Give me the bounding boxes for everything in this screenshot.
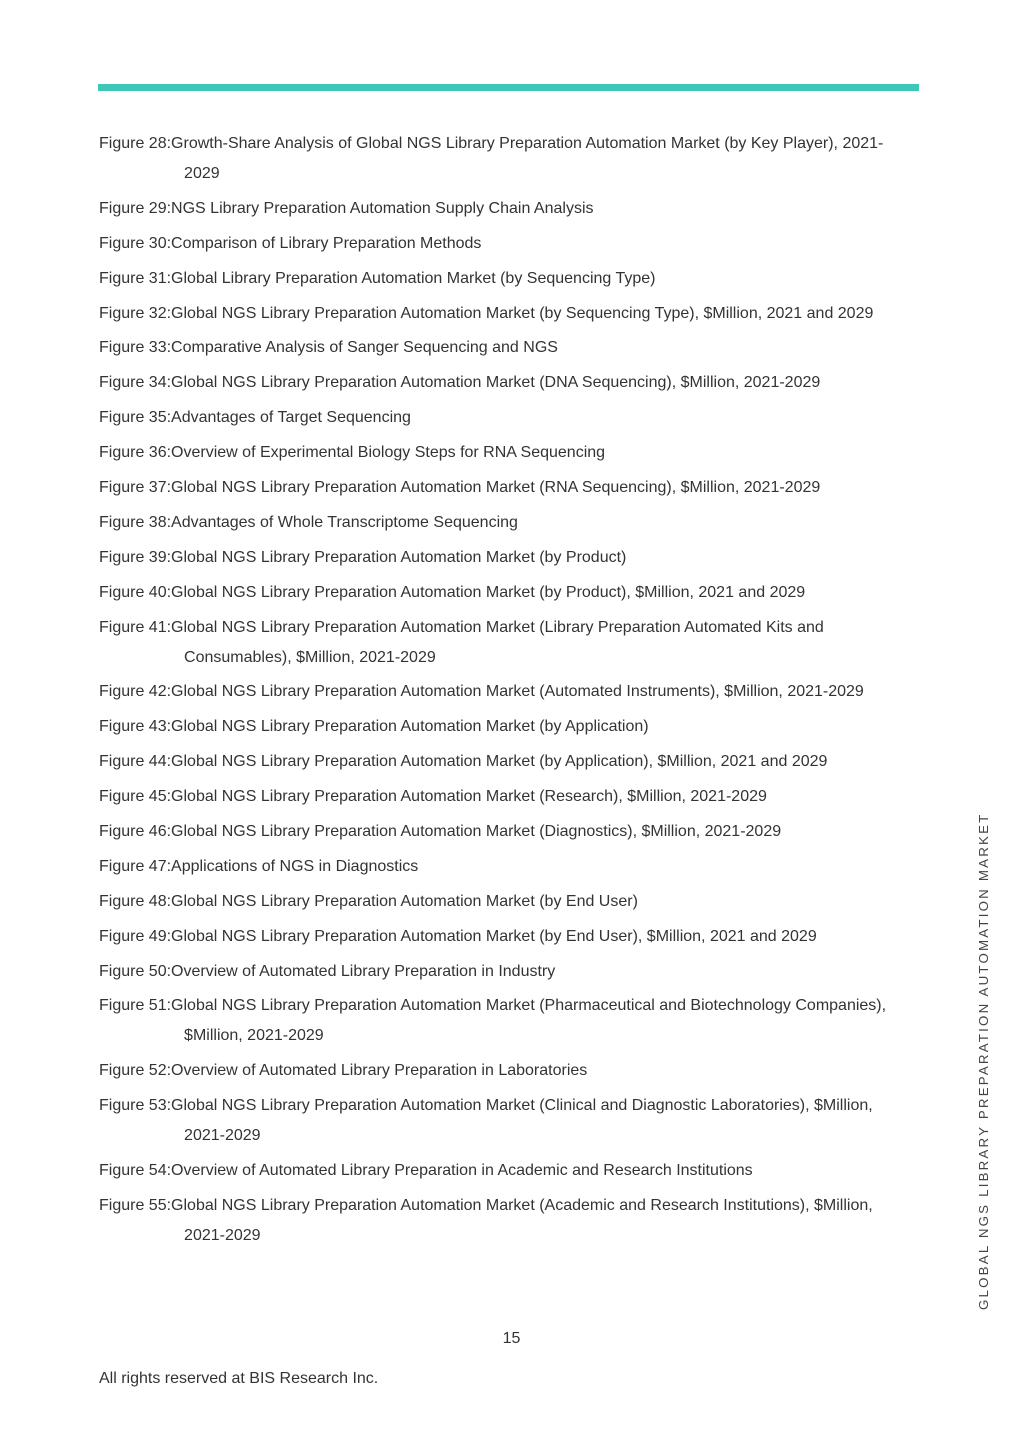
report-side-title: GLOBAL NGS LIBRARY PREPARATION AUTOMATION MARKET <box>976 812 991 1310</box>
figure-title: Global NGS Library Preparation Automation Market (RNA Sequencing), $Million, 2021-2029 <box>171 479 821 497</box>
figure-number: Figure 36: <box>99 444 172 462</box>
figure-list-item <box>99 194 904 224</box>
figure-list-item <box>99 438 904 468</box>
figure-list-item <box>99 922 904 952</box>
figure-list-item <box>99 299 904 329</box>
figure-number: Figure 31: <box>99 269 172 287</box>
figure-title: Global NGS Library Preparation Automation Market (by End User), $Million, 2021 and 2029 <box>171 927 817 945</box>
figure-title: Global NGS Library Preparation Automation Market (by Application) <box>171 718 649 736</box>
figure-title: Global NGS Library Preparation Automation Market (by Sequencing Type), $Million, 2021 and 2029 <box>171 304 874 322</box>
figure-title: Global NGS Library Preparation Automation Market (Diagnostics), $Million, 2021-2029 <box>171 823 782 841</box>
figure-list-item <box>99 957 904 987</box>
figure-list-item <box>99 333 904 363</box>
figure-list-item <box>99 1156 904 1186</box>
figure-list-item <box>99 473 904 503</box>
figure-list-item <box>99 887 904 917</box>
figure-title: Global NGS Library Preparation Automation Market (Library Preparation Automated Kits and Consumables), $Million, 2021-2029 <box>171 618 824 666</box>
figure-title: Overview of Automated Library Preparation in Laboratories <box>171 1062 588 1080</box>
figure-list-item <box>99 508 904 538</box>
figure-list-item <box>99 368 904 398</box>
figure-title: Advantages of Whole Transcriptome Sequencing <box>171 513 518 531</box>
figure-title: Global NGS Library Preparation Automation Market (by End User) <box>171 892 638 910</box>
figure-number: Figure 54: <box>99 1162 172 1180</box>
figure-title: Growth-Share Analysis of Global NGS Library Preparation Automation Market (by Key Player), 2021-2029 <box>171 135 884 182</box>
figure-list-item <box>99 403 904 433</box>
figure-number: Figure 34: <box>99 374 172 392</box>
figure-number: Figure 38: <box>99 513 172 531</box>
figure-number: Figure 44: <box>99 753 172 771</box>
figure-title: Global Library Preparation Automation Market (by Sequencing Type) <box>171 269 656 287</box>
figure-number: Figure 28: <box>99 135 172 152</box>
footer-copyright: All rights reserved at BIS Research Inc. <box>99 1370 379 1387</box>
figure-list-item <box>99 613 904 673</box>
figure-list-item <box>99 1056 904 1086</box>
figure-title: Applications of NGS in Diagnostics <box>171 857 419 875</box>
figure-title: Overview of Automated Library Preparation in Industry <box>171 962 556 980</box>
figure-list-item <box>99 1191 904 1251</box>
figure-number: Figure 45: <box>99 788 172 806</box>
figure-number: Figure 37: <box>99 479 172 497</box>
figure-list-item <box>99 578 904 608</box>
figure-list-item <box>99 543 904 573</box>
figure-number: Figure 29: <box>99 199 172 217</box>
figure-title: Overview of Automated Library Preparation in Academic and Research Institutions <box>171 1162 753 1180</box>
figure-title: Global NGS Library Preparation Automation Market (DNA Sequencing), $Million, 2021-2029 <box>171 374 821 392</box>
figure-number: Figure 53: <box>99 1097 172 1115</box>
figure-title: Comparison of Library Preparation Methods <box>171 234 482 252</box>
figure-title: Global NGS Library Preparation Automation Market (by Product), $Million, 2021 and 2029 <box>171 583 806 601</box>
figure-number: Figure 48: <box>99 892 172 910</box>
figure-title: Overview of Experimental Biology Steps for RNA Sequencing <box>171 444 606 462</box>
figure-number: Figure 39: <box>99 548 172 566</box>
figure-number: Figure 40: <box>99 583 172 601</box>
figure-title: Global NGS Library Preparation Automation Market (by Product) <box>171 548 627 566</box>
figure-number: Figure 46: <box>99 823 172 841</box>
figure-number: Figure 43: <box>99 718 172 736</box>
figure-title: Comparative Analysis of Sanger Sequencing and NGS <box>171 339 558 357</box>
figure-number: Figure 55: <box>99 1197 172 1215</box>
figure-title: Global NGS Library Preparation Automation Market (Pharmaceutical and Biotechnology Companies), $Million, 2021-2029 <box>171 997 887 1045</box>
figure-title: Global NGS Library Preparation Automation Market (Clinical and Diagnostic Laboratories), $Million, 2021-2029 <box>171 1097 873 1145</box>
figure-number: Figure 35: <box>99 409 172 427</box>
figure-list-item <box>99 782 904 812</box>
figure-list-item <box>99 852 904 882</box>
figure-number: Figure 30: <box>99 234 172 252</box>
figure-list-item <box>99 229 904 259</box>
figure-title: NGS Library Preparation Automation Supply Chain Analysis <box>171 199 594 217</box>
figure-number: Figure 47: <box>99 857 172 875</box>
figure-list-item <box>99 991 904 1051</box>
figure-number: Figure 42: <box>99 683 172 701</box>
figure-number: Figure 49: <box>99 927 172 945</box>
page-number: 15 <box>502 1330 521 1347</box>
figure-title: Global NGS Library Preparation Automation Market (Research), $Million, 2021-2029 <box>171 788 767 806</box>
figure-list-item <box>99 712 904 742</box>
figure-list-item <box>99 1091 904 1151</box>
figure-number: Figure 33: <box>99 339 172 357</box>
figure-list-item <box>99 677 904 707</box>
figure-number: Figure 32: <box>99 304 172 322</box>
figure-list-item <box>99 264 904 294</box>
figure-number: Figure 51: <box>99 997 172 1015</box>
figure-title: Global NGS Library Preparation Automation Market (Automated Instruments), $Million, 2021-2029 <box>171 683 864 701</box>
figure-number: Figure 41: <box>99 618 172 636</box>
list-of-figures <box>99 129 904 1256</box>
figure-list-item <box>99 747 904 777</box>
figure-number: Figure 50: <box>99 962 172 980</box>
figure-title: Advantages of Target Sequencing <box>171 409 411 427</box>
header-accent-rule <box>98 84 919 91</box>
figure-title: Global NGS Library Preparation Automation Market (Academic and Research Institutions), $Million, 2021-2029 <box>171 1197 873 1245</box>
figure-title: Global NGS Library Preparation Automation Market (by Application), $Million, 2021 and 2029 <box>171 753 828 771</box>
figure-list-item <box>99 129 904 189</box>
figure-number: Figure 52: <box>99 1062 172 1080</box>
figure-list-item <box>99 817 904 847</box>
